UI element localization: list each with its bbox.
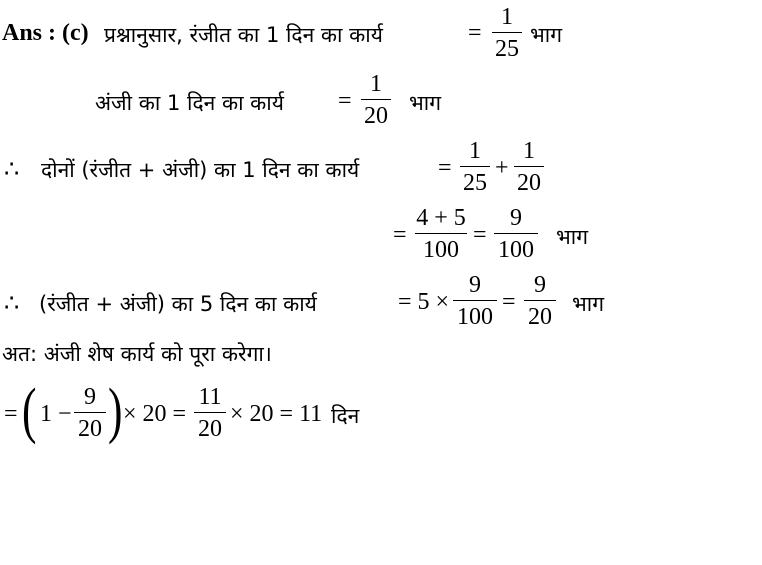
fraction-bar xyxy=(492,32,522,33)
fraction-9-100 xyxy=(453,272,497,330)
one-minus: 1 − xyxy=(40,401,72,427)
fraction-bar xyxy=(194,412,226,413)
fraction-bar xyxy=(524,300,556,301)
line1-equals: = xyxy=(468,20,482,46)
line5-unit: भाग xyxy=(572,292,605,316)
numerator: 1 xyxy=(469,138,481,164)
denominator: 100 xyxy=(457,304,493,331)
line4-equals-2: = xyxy=(473,222,487,248)
line5-equals: = xyxy=(502,289,516,315)
fraction-9-20 xyxy=(524,272,556,330)
fraction-bar xyxy=(74,412,106,413)
denominator: 20 xyxy=(517,170,541,197)
numerator: 9 xyxy=(84,384,96,410)
line4-unit: भाग xyxy=(556,225,589,249)
fraction-bar xyxy=(361,99,391,100)
plus-sign: + xyxy=(495,155,509,181)
numerator: 11 xyxy=(198,384,222,410)
fraction-1-25 xyxy=(460,138,490,196)
fraction-bar xyxy=(514,166,544,167)
result-expression: × 20 = 11 xyxy=(230,401,323,427)
fraction-4plus5-100 xyxy=(415,205,467,263)
line5-text: (रंजीत + अंजी) का 5 दिन का कार्य xyxy=(39,292,317,316)
line7-equals: = xyxy=(4,401,18,427)
therefore-symbol: ∴ xyxy=(4,291,20,317)
numerator: 1 xyxy=(370,71,382,97)
line2-equals: = xyxy=(338,88,352,114)
line3-text: दोनों (रंजीत + अंजी) का 1 दिन का कार्य xyxy=(41,158,360,182)
fraction-bar xyxy=(415,233,467,234)
denominator: 20 xyxy=(198,416,222,443)
denominator: 20 xyxy=(528,304,552,331)
fraction-1-20 xyxy=(361,71,391,129)
line2-text: अंजी का 1 दिन का कार्य xyxy=(95,91,284,115)
denominator: 20 xyxy=(78,416,102,443)
fraction-9-100 xyxy=(494,205,538,263)
line2-unit: भाग xyxy=(409,91,442,115)
fraction-bar xyxy=(460,166,490,167)
open-parenthesis: ( xyxy=(22,377,37,445)
fraction-1-25 xyxy=(492,4,522,62)
result-unit: दिन xyxy=(331,404,360,428)
close-parenthesis: ) xyxy=(108,377,123,445)
fraction-bar xyxy=(453,300,497,301)
numerator: 9 xyxy=(534,272,546,298)
numerator: 9 xyxy=(469,272,481,298)
numerator: 1 xyxy=(523,138,535,164)
denominator: 25 xyxy=(495,36,519,63)
denominator: 25 xyxy=(463,170,487,197)
fraction-1-20 xyxy=(514,138,544,196)
conclusion-text: अत: अंजी शेष कार्य को पूरा करेगा। xyxy=(2,342,272,366)
denominator: 20 xyxy=(364,103,388,130)
denominator: 100 xyxy=(498,237,534,264)
line4-equals-1: = xyxy=(393,222,407,248)
numerator: 4 + 5 xyxy=(416,205,466,231)
line1-unit: भाग xyxy=(530,23,563,47)
answer-label: Ans : (c) xyxy=(2,20,89,46)
fraction-bar xyxy=(494,233,538,234)
fraction-9-20 xyxy=(74,384,106,442)
line5-expression: = 5 × xyxy=(398,289,450,315)
times-20-equals: × 20 = xyxy=(123,401,187,427)
numerator: 1 xyxy=(501,4,513,30)
denominator: 100 xyxy=(423,237,459,264)
therefore-symbol: ∴ xyxy=(4,157,20,183)
line1-text: प्रश्नानुसार, रंजीत का 1 दिन का कार्य xyxy=(104,23,383,47)
numerator: 9 xyxy=(510,205,522,231)
fraction-11-20 xyxy=(194,384,226,442)
line3-equals: = xyxy=(438,155,452,181)
